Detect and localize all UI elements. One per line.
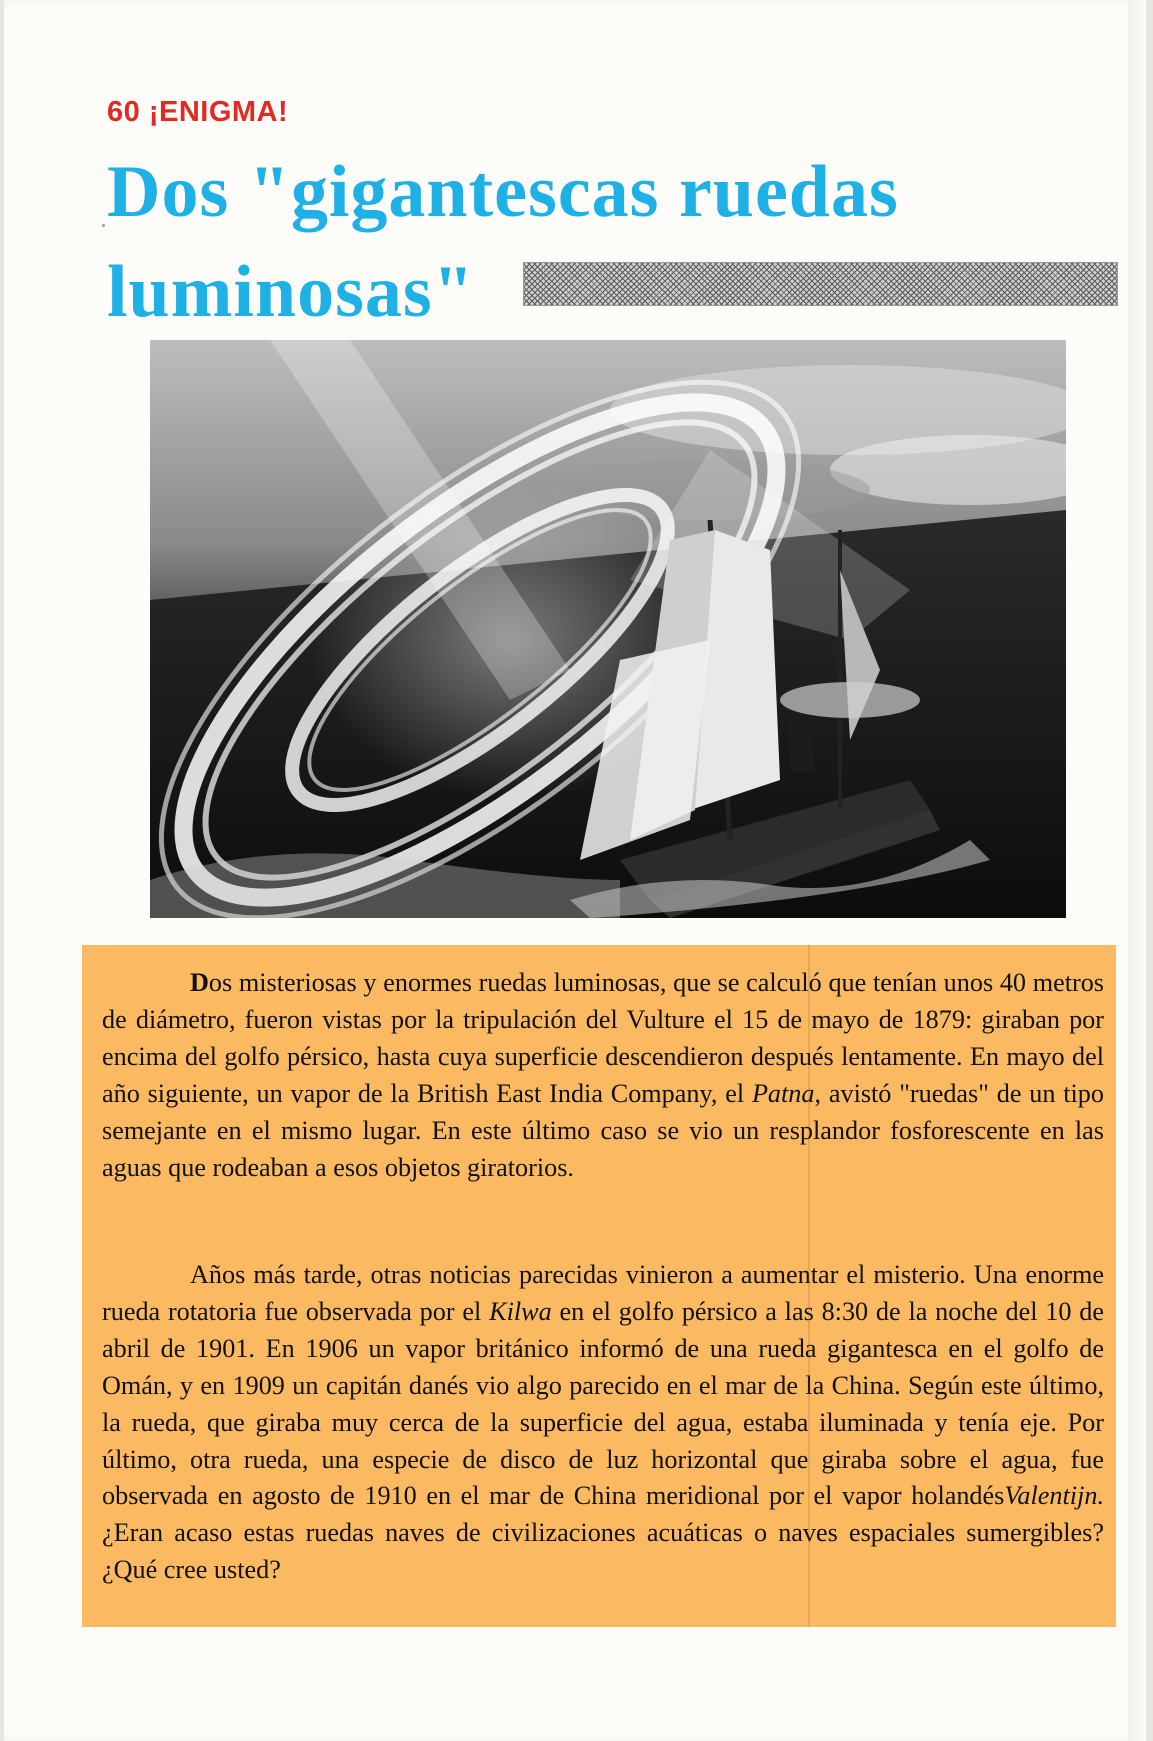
ship-name-valentijn: Valentijn. bbox=[1004, 1481, 1104, 1511]
ship-name-patna: Patna bbox=[751, 1078, 815, 1108]
article-paragraph-2 bbox=[102, 1257, 1104, 1589]
ship-and-luminous-wheels-illustration bbox=[150, 340, 1066, 918]
article-paragraph-1 bbox=[102, 965, 1104, 1186]
title-line-1: Dos "gigantescas ruedas bbox=[107, 151, 899, 233]
scan-fold-line bbox=[808, 945, 810, 1627]
section-kicker: 60 ¡ENIGMA! bbox=[107, 96, 289, 128]
paragraph-2-text-c: ¿Eran acaso estas ruedas naves de civilizaciones acuáticas o naves espaciales sumergibles?¿Qué cree usted? bbox=[102, 1518, 1104, 1585]
title-line-2: luminosas" bbox=[107, 251, 475, 333]
page-title bbox=[107, 142, 1117, 342]
article-text-box bbox=[82, 945, 1116, 1627]
scan-speck bbox=[102, 224, 105, 227]
paragraph-1-text-b: , avistó "ruedas" de un tipo semejante en el mismo lugar. En este último caso se vio un resplandor fosforescente en las aguas que rodeaban a esos objetos giratorios. bbox=[102, 1078, 1104, 1182]
paragraph-2-text-b: en el golfo pérsico a las 8:30 de la noche del 10 de abril de 1901. En 1906 un vapor británico informó de una rueda gigantesca en el golfo de Omán, y en 1909 un capitán danés vio algo parecido en el mar de la China. Según este último, la rueda, que giraba muy cerca de la superficie del agua, estaba iluminada y tenía eje. Por último, otra rueda, una especie de disco de luz horizontal que giraba sobre el agua, fue observada en agosto de 1910 en el mar de China meridional por el vapor holandés bbox=[102, 1296, 1105, 1511]
decorative-pattern-bar bbox=[523, 262, 1118, 306]
ship-name-kilwa: Kilwa bbox=[489, 1296, 552, 1326]
paragraph-2-text-a: Años más tarde, otras noticias parecidas vinieron a aumentar el misterio. Una enorme rueda rotatoria fue observada por el bbox=[102, 1260, 1104, 1326]
page-edge bbox=[1128, 0, 1146, 1741]
page bbox=[4, 0, 1146, 1741]
paragraph-1-text-a: os misteriosas y enormes ruedas luminosas, que se calculó que tenían unos 40 metros de diámetro, fueron vistas por la tripulación del Vulture el 15 de mayo de 1879: giraban por encima del golfo pérsico, hasta cuya superficie descendieron después lentamente. En mayo del año siguiente, un vapor de la British East India Company, el bbox=[102, 968, 1104, 1108]
drop-cap: D bbox=[190, 968, 209, 997]
